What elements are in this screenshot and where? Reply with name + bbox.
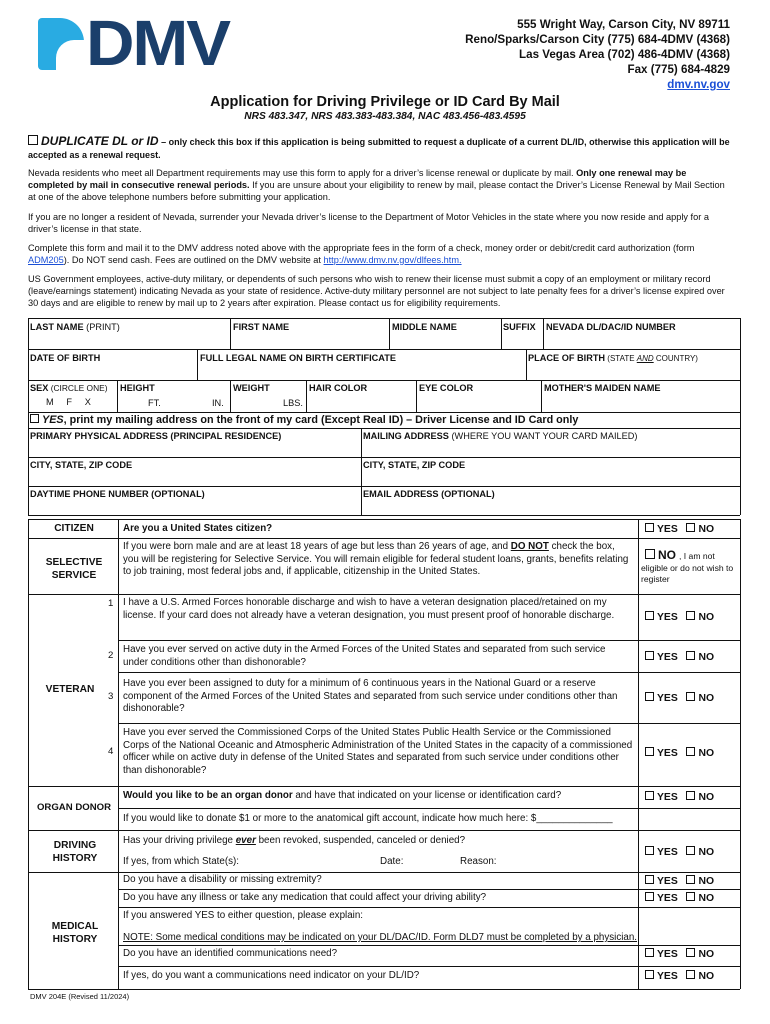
dmv-address-block — [465, 17, 730, 92]
no-checkbox[interactable] — [686, 651, 695, 660]
instructions-paragraph — [28, 243, 733, 267]
medical-2-answer: YES NO — [645, 892, 714, 904]
height-label: HEIGHT — [120, 383, 155, 393]
statutes: NRS 483.347, NRS 483.383-483.384, NAC 483.456-483.4595 — [244, 111, 526, 122]
medical-question-2: Do you have any illness or take any medication that could affect your driving ability? — [123, 892, 487, 903]
yes-checkbox[interactable] — [645, 523, 654, 532]
no-checkbox[interactable] — [686, 747, 695, 756]
no-checkbox[interactable] — [686, 892, 695, 901]
place-of-birth-label: PLACE OF BIRTH (STATE AND COUNTRY) — [528, 353, 698, 363]
city-label-mailing: CITY, STATE, ZIP CODE — [363, 460, 466, 470]
veteran-3-answer: YES NO — [645, 692, 714, 704]
intro-text-2: If you are unsure about your eligibility to renew by mail, please contact the Driver’s License Renewal by Mail Section at one of the above telephone numbers before submitting your application. — [28, 179, 725, 202]
citizen-label: CITIZEN — [54, 523, 94, 534]
veteran-4-answer: YES NO — [645, 747, 714, 759]
veteran-number: 1 — [108, 598, 114, 609]
organ-donor-question: Would you like to be an organ donor and have that indicated on your license or identification card? — [123, 790, 562, 801]
hair-color-label: HAIR COLOR — [309, 383, 368, 393]
communications-answer: YES NO — [645, 948, 714, 960]
selective-service-question: If you were born male and are at least 18 years of age but less than 26 years of age, and DO NOT check the box, you will be registering for Selective Service. You will remain eligible for federal student loans, grants, benefits relating to job training, most federal jobs and, if applicable, citizenship in the United States. — [123, 541, 629, 578]
phone-label: DAYTIME PHONE NUMBER (OPTIONAL) — [30, 489, 205, 499]
medical-1-answer: YES NO — [645, 875, 714, 887]
website-link[interactable]: dmv.nv.gov — [667, 78, 730, 91]
duplicate-section — [28, 135, 738, 161]
veteran-question-1: I have a U.S. Armed Forces honorable discharge and wish to have a veteran designation placed/retained on my license. If your card does not already have a veteran designation, you must present proof of honorable discharge. — [123, 597, 615, 621]
veteran-label: VETERAN — [45, 684, 95, 695]
driving-reason-field[interactable]: Reason: — [460, 856, 497, 867]
medical-question-1: Do you have a disability or missing extremity? — [123, 874, 322, 885]
veteran-1-answer: YES NO — [645, 611, 714, 623]
no-checkbox[interactable] — [686, 791, 695, 800]
address-line: Reno/Sparks/Carson City (775) 684-4DMV (4368) — [465, 33, 730, 46]
yes-checkbox[interactable] — [645, 875, 654, 884]
dmv-logo-text: DMV — [86, 7, 230, 79]
driving-date-field[interactable]: Date: — [380, 856, 404, 867]
middle-name-label: MIDDLE NAME — [392, 322, 457, 332]
veteran-question-3: Have you ever been assigned to duty for a minimum of 6 continuous years in the National Guard or a reserve component of the Armed Forces of the United States and separated from such service under conditions other than dishonorable? — [123, 678, 618, 715]
no-checkbox[interactable] — [686, 948, 695, 957]
city-label-physical: CITY, STATE, ZIP CODE — [30, 460, 133, 470]
sex-label: SEX (CIRCLE ONE) — [30, 383, 108, 393]
height-ft-label: FT. — [148, 398, 161, 408]
height-in-label: IN. — [212, 398, 224, 408]
dl-number-label: NEVADA DL/DAC/ID NUMBER — [546, 322, 676, 332]
duplicate-text: – only check this box if this application is being submitted to request a duplicate of a current DL/ID, otherwise this application will be accepted as a renewal request. — [28, 137, 730, 160]
address-line: Fax (775) 684-4829 — [627, 63, 730, 76]
last-name-label: LAST NAME (PRINT) — [30, 322, 120, 332]
dob-label: DATE OF BIRTH — [30, 353, 101, 363]
no-checkbox[interactable] — [686, 970, 695, 979]
mailing-option: YES, print my mailing address on the front of my card (Except Real ID) – Driver License and ID Card only — [30, 414, 578, 426]
communications-indicator-question: If yes, do you want a communications need indicator on your DL/ID? — [123, 970, 420, 981]
driving-history-label: DRIVING HISTORY — [52, 840, 98, 864]
no-checkbox[interactable] — [686, 692, 695, 701]
weight-lbs-label: LBS. — [283, 398, 303, 408]
no-checkbox[interactable] — [686, 875, 695, 884]
form-title: Application for Driving Privilege or ID Card By Mail — [210, 94, 560, 110]
veteran-2-answer: YES NO — [645, 651, 714, 663]
fees-link[interactable]: http://www.dmv.nv.gov/dlfees.htm. — [323, 254, 462, 265]
yes-checkbox[interactable] — [645, 948, 654, 957]
organ-donor-label: ORGAN DONOR — [36, 802, 112, 813]
communications-question: Do you have an identified communications need? — [123, 948, 338, 959]
yes-checkbox[interactable] — [645, 791, 654, 800]
military-paragraph: US Government employees, active-duty military, or dependents of such persons who wish to renew their license must submit a copy of an employment or military record (leave/earnings statement) indicating Nevada as your state of residence. Active-duty military personnel are not subject to late penalty fees for a driver’s license expired over 30 days and are eligible to renew by mail up to 2 years after expiration. Please contact us for eligibility requirements. — [28, 274, 725, 308]
yes-checkbox[interactable] — [645, 747, 654, 756]
intro-bold-text: Only one renewal may be completed by mail in consecutive renewal periods. — [28, 168, 687, 190]
dmv-logo-emblem — [38, 18, 84, 70]
communications-indicator-answer: YES NO — [645, 970, 714, 982]
physical-address-label: PRIMARY PHYSICAL ADDRESS (PRINCIPAL RESIDENCE) — [30, 431, 282, 441]
selective-no-note: , I am not eligible or do not wish to register — [641, 551, 734, 585]
mailing-address-label: MAILING ADDRESS (WHERE YOU WANT YOUR CARD MAILED) — [363, 431, 638, 441]
selective-no-answer: NO — [645, 548, 676, 562]
no-checkbox[interactable] — [686, 846, 695, 855]
duplicate-label: DUPLICATE DL or ID — [41, 134, 159, 148]
yes-checkbox[interactable] — [645, 611, 654, 620]
address-line: Las Vegas Area (702) 486-4DMV (4368) — [519, 48, 730, 61]
organ-donation-amount[interactable]: If you would like to donate $1 or more to the anatomical gift account, indicate how much here: $______________ — [123, 813, 613, 824]
no-checkbox[interactable] — [686, 611, 695, 620]
suffix-label: SUFFIX — [503, 322, 536, 332]
veteran-question-2: Have you ever served on active duty in the Armed Forces of the United States and separated from such service under conditions other than dishonorable? — [123, 644, 606, 668]
form-footer: DMV 204E (Revised 11/2024) — [30, 992, 130, 1001]
yes-checkbox[interactable] — [645, 651, 654, 660]
citizen-question: Are you a United States citizen? — [123, 523, 273, 534]
first-name-label: FIRST NAME — [233, 322, 290, 332]
driving-state-field[interactable]: If yes, from which State(s): — [123, 856, 239, 867]
medical-history-label: MEDICAL HISTORY — [51, 921, 99, 945]
eye-color-label: EYE COLOR — [419, 383, 474, 393]
veteran-number: 4 — [108, 746, 114, 757]
address-line: 555 Wright Way, Carson City, NV 89711 — [517, 18, 730, 31]
veteran-number: 3 — [108, 691, 114, 702]
yes-checkbox[interactable] — [645, 692, 654, 701]
instructions-text-2: ). Do NOT send cash. Fees are outlined on the DMV website at — [63, 254, 324, 265]
legal-name-label: FULL LEGAL NAME ON BIRTH CERTIFICATE — [200, 353, 396, 363]
selective-service-label: SELECTIVE SERVICE — [45, 557, 103, 581]
no-checkbox[interactable] — [686, 523, 695, 532]
driving-history-question: Has your driving privilege ever been revoked, suspended, canceled or denied? — [123, 835, 466, 846]
medical-explain-field[interactable]: If you answered YES to either question, please explain: — [123, 910, 363, 921]
intro-text: Nevada residents who meet all Department requirements may use this form to apply for a driver’s license renewal or duplicate by mail. — [28, 168, 574, 178]
yes-checkbox[interactable] — [645, 846, 654, 855]
mailing-checkbox[interactable] — [30, 414, 39, 423]
medical-note: NOTE: Some medical conditions may be indicated on your DL/DAC/ID. Form DLD7 must be completed by a physician. — [123, 932, 638, 943]
veteran-question-4: Have you ever served the Commissioned Corps of the United States Public Health Service or the Commissioned Corps of the National Oceanic and Atmospheric Administration of the United States in the capacity of a commissioned officer while on active duty in defense of the United States and separated from such service under conditions other than dishonorable? — [123, 727, 633, 776]
maiden-name-label: MOTHER'S MAIDEN NAME — [544, 383, 661, 393]
veteran-number: 2 — [108, 650, 114, 661]
intro-paragraph — [28, 168, 733, 203]
instructions-text: Complete this form and mail it to the DMV address noted above with the appropriate fees in the form of a check, money order or debit/credit card authorization (form — [28, 243, 695, 253]
organ-donor-answer: YES NO — [645, 791, 714, 803]
nonresident-paragraph: If you are no longer a resident of Nevada, surrender your Nevada driver’s license to the Department of Motor Vehicles in the state where you now reside and apply for a driver’s license in that state. — [28, 212, 709, 234]
sex-options[interactable]: M F X — [46, 397, 91, 407]
yes-checkbox[interactable] — [645, 892, 654, 901]
email-label: EMAIL ADDRESS (OPTIONAL) — [363, 489, 495, 499]
citizen-answer: YES NO — [645, 523, 714, 535]
yes-checkbox[interactable] — [645, 970, 654, 979]
weight-label: WEIGHT — [233, 383, 270, 393]
driving-history-answer: YES NO — [645, 846, 714, 858]
adm205-link[interactable]: ADM205 — [28, 254, 64, 265]
duplicate-checkbox[interactable] — [28, 135, 38, 145]
